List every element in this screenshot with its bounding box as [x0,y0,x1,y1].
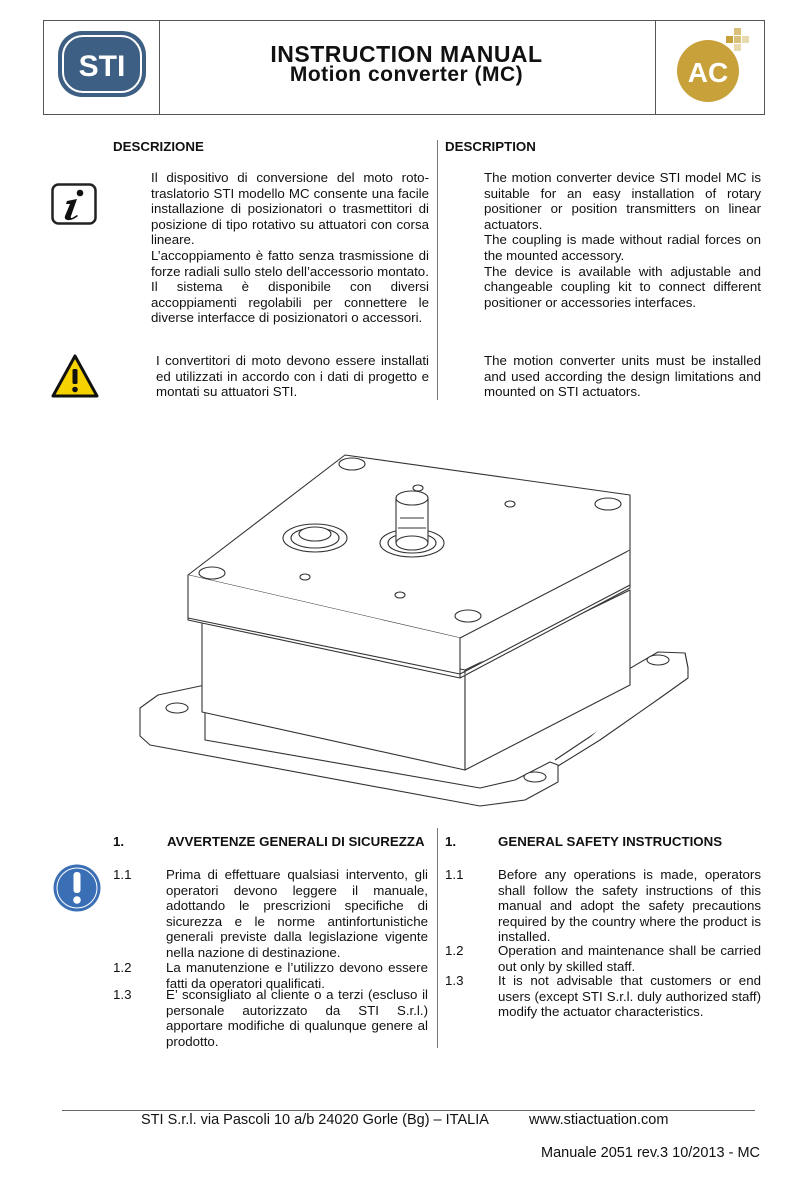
header-logo-cell [44,21,160,114]
it-paragraph: L’accoppiamento è fatto senza trasmissione di forze radiali sullo stelo dell’accessorio montato. [151,247,429,279]
en-section-title: GENERAL SAFETY INSTRUCTIONS [498,834,723,849]
page-title: INSTRUCTION MANUAL [270,41,543,67]
exclamation-circle-icon [52,863,102,913]
it-item-text: Prima di effettuare qualsiasi intervento, gli operatori devono leggere il manuale, adottando le prescrizioni specifiche di sicurezza e le norme antinfortunistiche generali previste dalla legislazione vigente nella nazione di destinazione. [166,867,428,960]
it-warning-text: I convertitori di moto devono essere installati ed utilizzati in accordo con i dati di progetto e montati su attuatori STI. [156,353,429,400]
ac-logo [656,21,764,114]
sti-logo-text: STI [78,50,126,83]
en-item-text: It is not advisable that customers or end users (except STI S.r.l. duly authorized staff) modify the actuator characteristics. [498,973,761,1020]
en-item-text: Operation and maintenance shall be carried out only by skilled staff. [498,943,761,974]
it-item-number: 1.3 [113,987,132,1002]
document-reference: Manuale 2051 rev.3 10/2013 - MC [541,1145,760,1161]
it-paragraph: Il sistema è disponibile con diversi accoppiamenti regolabili per connettere le diverse interfacce di posizionatori o accessori. [151,279,429,326]
en-item-number: 1.3 [445,973,464,988]
en-description [484,170,761,310]
en-paragraph: The coupling is made without radial forces on the mounted accessory. [484,232,761,263]
motion-converter-drawing [130,440,695,810]
it-section-title: AVVERTENZE GENERALI DI SICUREZZA [167,834,425,849]
sti-logo [44,21,159,114]
ac-logo-text: AC [687,57,729,88]
header-brand-cell [655,21,764,114]
column-divider-bottom [437,828,438,1048]
en-section-number: 1. [445,834,457,849]
footer-website[interactable]: www.stiactuation.com [529,1112,669,1128]
warning-triangle-icon [50,353,100,399]
it-paragraph: Il dispositivo di conversione del moto roto-traslatorio STI modello MC consente una facile installazione di posizionatori o trasmettitori di posizione di tipo rotativo su attuatori con corsa lineare. [151,170,429,248]
en-item-number: 1.2 [445,943,464,958]
footer-rule [62,1110,755,1111]
it-section-number: 1. [113,834,125,849]
it-heading: DESCRIZIONE [113,139,204,154]
en-warning-text: The motion converter units must be installed and used according the design limitations and mounted on STI actuators. [484,353,761,400]
it-item-text: La manutenzione e l’utilizzo devono essere fatti da operatori qualificati. [166,960,428,991]
it-item-number: 1.1 [113,867,132,882]
it-item-number: 1.2 [113,960,132,975]
en-item-number: 1.1 [445,867,464,882]
en-paragraph: The motion converter device STI model MC is suitable for an easy installation of rotary positioner or position transmitters on linear actuators. [484,170,761,232]
info-icon [51,183,97,225]
footer-address: STI S.r.l. via Pascoli 10 a/b 24020 Gorle (Bg) – ITALIA [141,1112,489,1128]
en-paragraph: The device is available with adjustable and changeable coupling kit to connect different positioner or accessories interfaces. [484,263,761,310]
it-item-text: E’ sconsigliato al cliente o a terzi (escluso il personale autorizzato da STI S.r.l.) apportare modifiche di qualunque genere al prodotto. [166,987,428,1049]
page-subtitle: Motion converter (MC) [289,63,524,86]
en-item-text: Before any operations is made, operators shall follow the safety instructions of this manual and adopt the safety precautions required by the country where the product is installed. [498,867,761,945]
en-heading: DESCRIPTION [445,139,536,154]
it-description [151,170,429,326]
column-divider-top [437,140,438,400]
